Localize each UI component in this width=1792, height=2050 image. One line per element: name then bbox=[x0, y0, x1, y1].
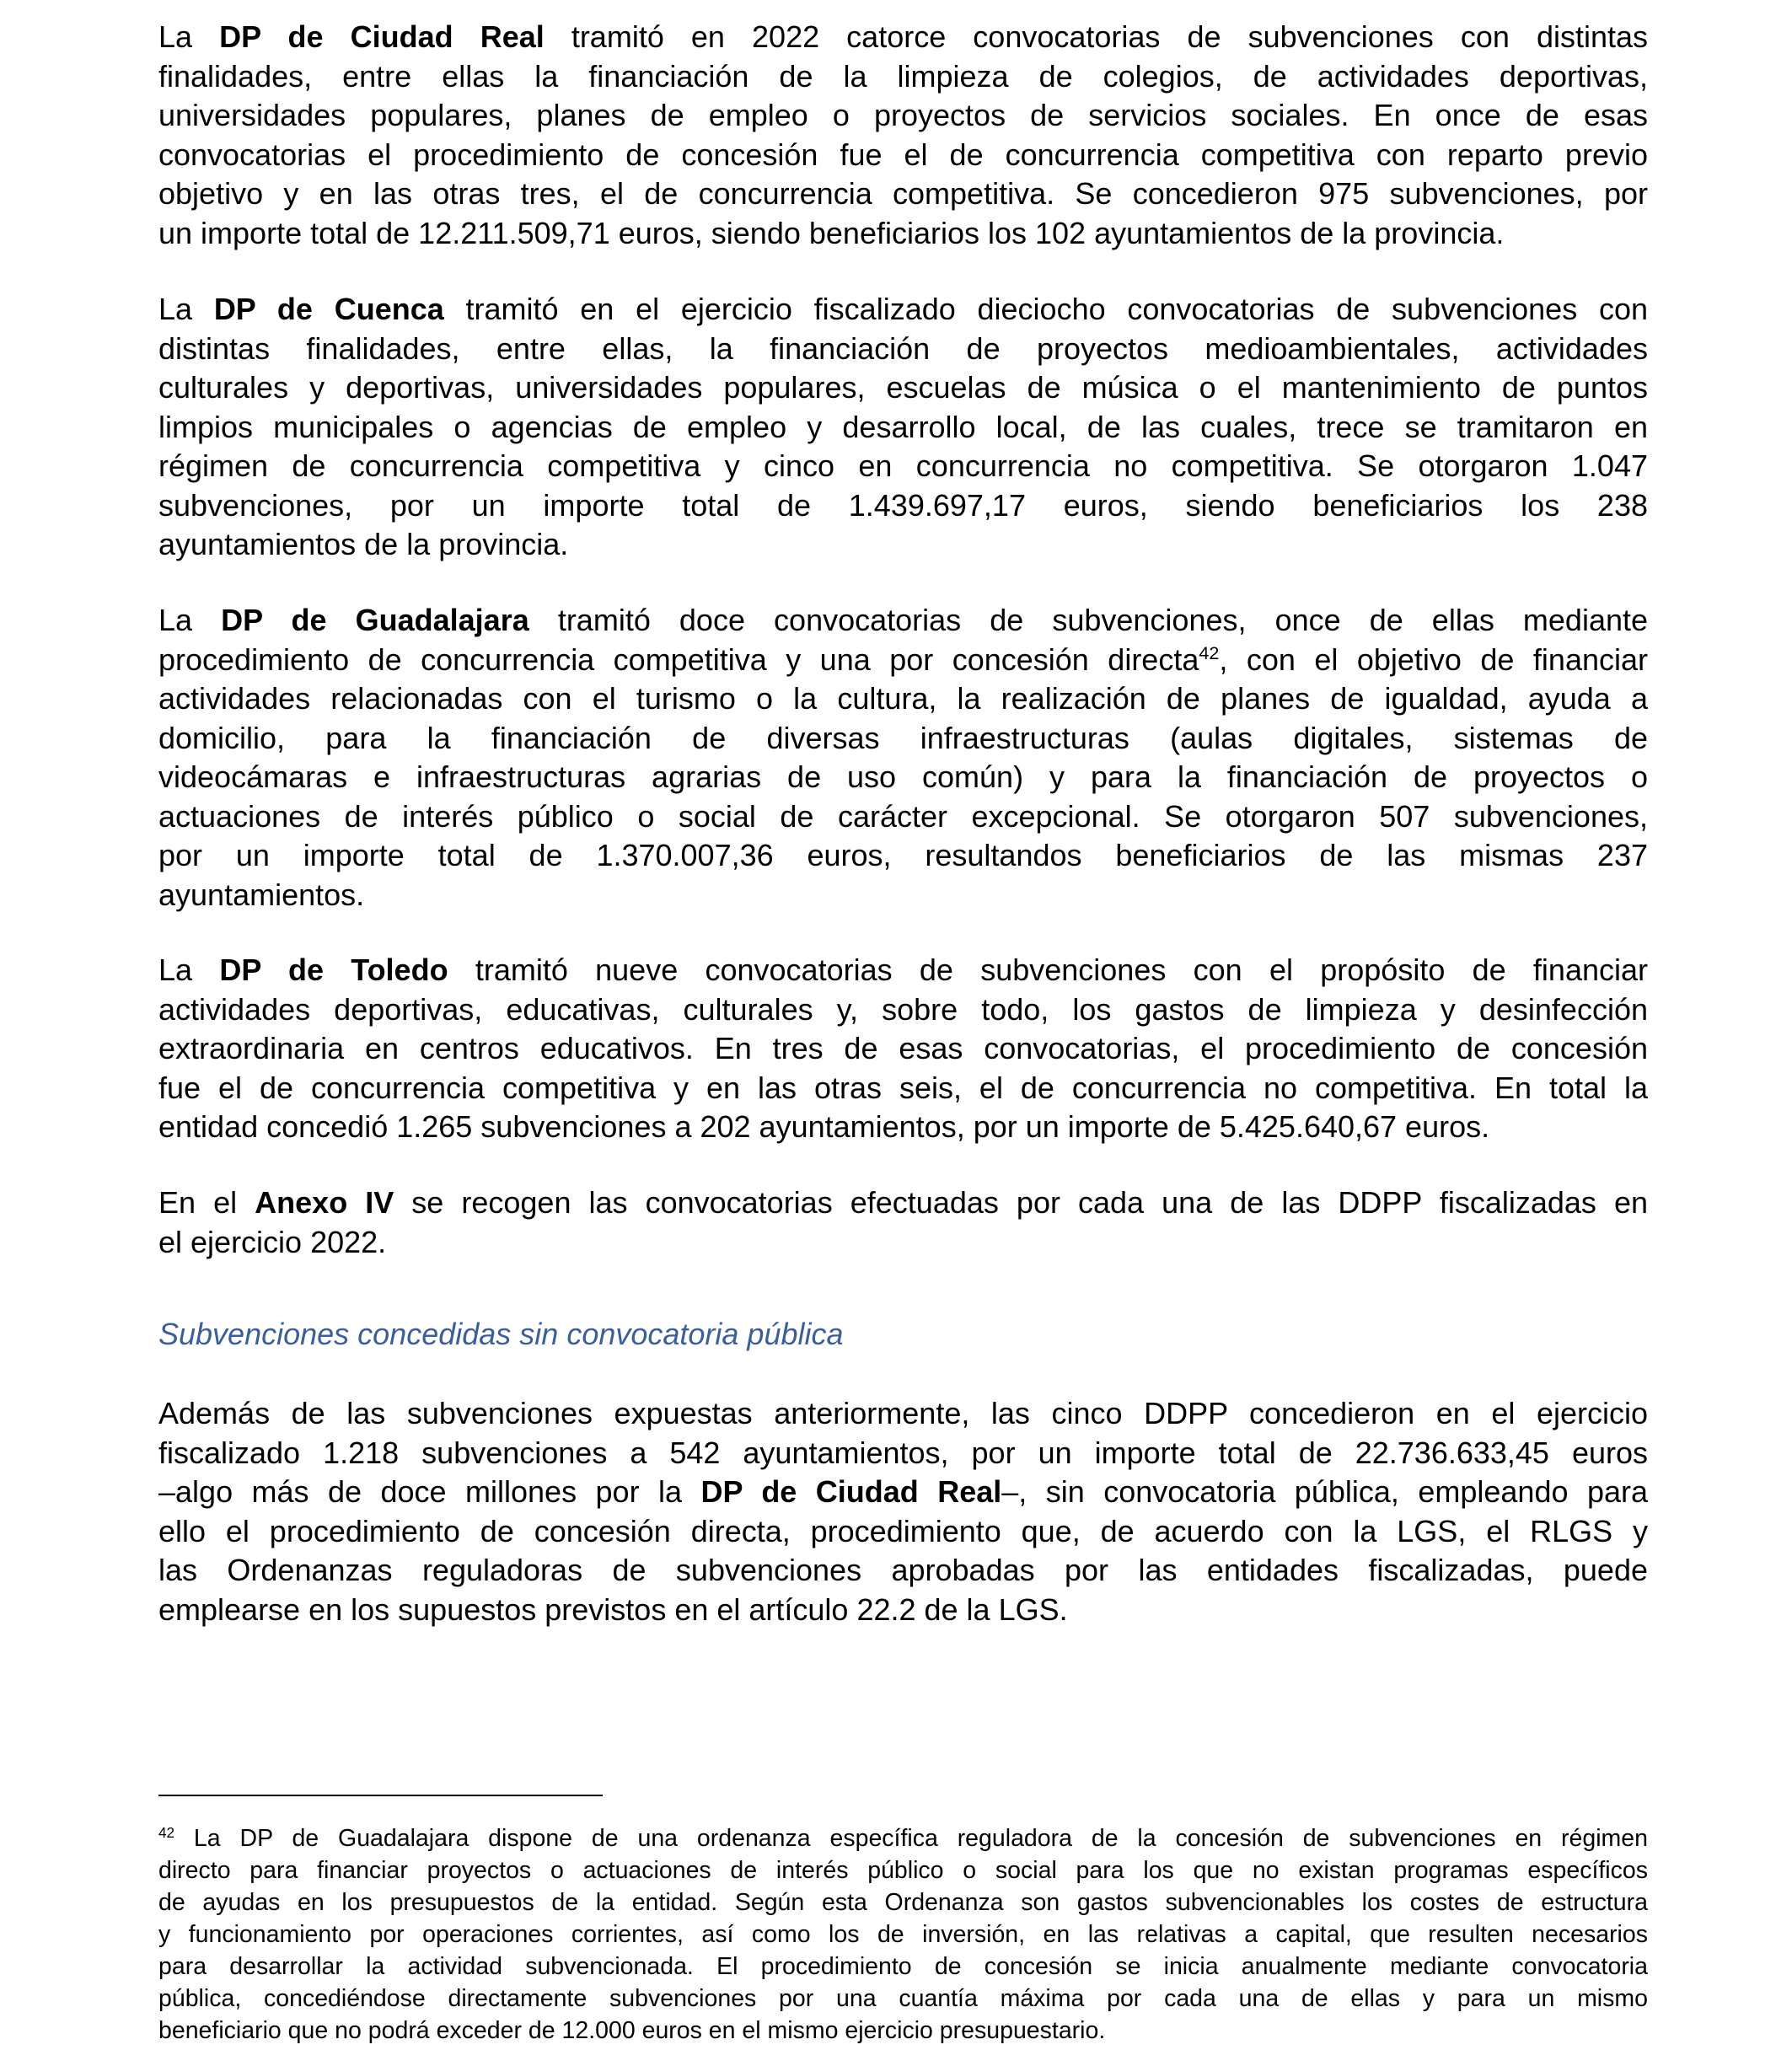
text-run: un importe total de 12.211.509,71 euros, siendo beneficiarios los 102 ayuntamientos de la provincia. bbox=[158, 215, 1505, 250]
text-line bbox=[158, 174, 1648, 214]
text-line bbox=[158, 1591, 1648, 1630]
text-run: convocatorias el procedimiento de concesión fue el de concurrencia competitiva con reparto previo bbox=[158, 137, 1648, 172]
text-run: de ayudas en los presupuestos de la entidad. Según esta Ordenanza son gastos subvencionables los costes de estructura bbox=[158, 1889, 1648, 1916]
text-line bbox=[158, 1223, 1648, 1263]
footnote-reference: 42 bbox=[158, 1824, 175, 1841]
text-run: emplearse en los supuestos previstos en el artículo 22.2 de la LGS. bbox=[158, 1591, 1068, 1627]
footnote-reference: 42 bbox=[1199, 641, 1220, 663]
text-line bbox=[158, 1473, 1648, 1512]
text-run: La bbox=[158, 292, 214, 326]
text-line bbox=[158, 330, 1648, 369]
text-run: objetivo y en las otras tres, el de concurrencia competitiva. Se concedieron 975 subvenciones, por bbox=[158, 176, 1648, 211]
text-run: fiscalizado 1.218 subvenciones a 542 ayuntamientos, por un importe total de 22.736.633,45 euros bbox=[158, 1435, 1648, 1470]
text-run: –, sin convocatoria pública, empleando para bbox=[1001, 1474, 1648, 1509]
text-line bbox=[158, 18, 1648, 57]
text-run: La DP de Guadalajara dispone de una ordenanza específica reguladora de la concesión de subvenciones en régimen bbox=[174, 1825, 1648, 1852]
paragraph-anexo-iv bbox=[158, 1183, 1648, 1262]
text-run: y funcionamiento por operaciones corrientes, así como los de inversión, en las relativas a capital, que resulten necesarios bbox=[158, 1921, 1648, 1948]
text-line bbox=[158, 1854, 1648, 1886]
text-line bbox=[158, 1919, 1648, 1951]
text-line bbox=[158, 1069, 1648, 1108]
text-line bbox=[158, 1886, 1648, 1919]
text-run: En el bbox=[158, 1185, 255, 1220]
text-line bbox=[158, 836, 1648, 876]
text-run: entidad concedió 1.265 subvenciones a 202 ayuntamientos, por un importe de 5.425.640,67 euros. bbox=[158, 1109, 1490, 1144]
footnote-separator bbox=[158, 1795, 603, 1796]
bold-entity: DP de Ciudad Real bbox=[219, 19, 545, 54]
text-run: procedimiento de concurrencia competitiva y una por concesión directa bbox=[158, 641, 1199, 677]
text-line bbox=[158, 2015, 1648, 2047]
text-line bbox=[158, 96, 1648, 136]
text-line bbox=[158, 1029, 1648, 1069]
text-line bbox=[158, 486, 1648, 526]
text-run: ayuntamientos. bbox=[158, 877, 365, 912]
text-line bbox=[158, 1951, 1648, 1983]
text-run: videocámaras e infraestructuras agrarias de uso común) y para la financiación de proyectos o bbox=[158, 759, 1648, 794]
text-run: –algo más de doce millones por la bbox=[158, 1474, 701, 1509]
text-run: La bbox=[158, 19, 220, 54]
text-line bbox=[158, 990, 1648, 1030]
text-line bbox=[158, 719, 1648, 759]
text-run: culturales y deportivas, universidades populares, escuelas de música o el mantenimiento de puntos bbox=[158, 370, 1648, 405]
text-run: actividades relacionadas con el turismo o la cultura, la realización de planes de igualdad, ayuda a bbox=[158, 681, 1648, 716]
text-line bbox=[158, 290, 1648, 330]
text-run: extraordinaria en centros educativos. En tres de esas convocatorias, el procedimiento de concesión bbox=[158, 1031, 1648, 1065]
text-run: se recogen las convocatorias efectuadas por cada una de las DDPP fiscalizadas en bbox=[394, 1185, 1648, 1220]
text-run: ello el procedimiento de concesión directa, procedimiento que, de acuerdo con la LGS, el RLGS y bbox=[158, 1513, 1648, 1548]
text-run: actividades deportivas, educativas, culturales y, sobre todo, los gastos de limpieza y desinfección bbox=[158, 991, 1648, 1027]
text-run: tramitó en el ejercicio fiscalizado dieciocho convocatorias de subvenciones con bbox=[443, 292, 1649, 326]
text-run: beneficiario que no podrá exceder de 12.000 euros en el mismo ejercicio presupuestario. bbox=[158, 2017, 1106, 2044]
text-run: para desarrollar la actividad subvencionada. El procedimiento de concesión se inicia anualmente mediante convocatoria bbox=[158, 1953, 1648, 1980]
text-line bbox=[158, 57, 1648, 97]
text-run: directo para financiar proyectos o actuaciones de interés público o social para los que no existan programas específicos bbox=[158, 1857, 1648, 1884]
text-run: por un importe total de 1.370.007,36 euros, resultandos beneficiarios de las mismas 237 bbox=[158, 838, 1648, 872]
text-line bbox=[158, 1822, 1648, 1854]
text-line bbox=[158, 1551, 1648, 1591]
bold-entity: DP de Ciudad Real bbox=[700, 1474, 1002, 1509]
text-line bbox=[158, 408, 1648, 448]
text-line bbox=[158, 1512, 1648, 1552]
text-line bbox=[158, 1394, 1648, 1434]
text-run: , con el objetivo de financiar bbox=[1219, 641, 1648, 677]
text-run: finalidades, entre ellas la financiación de la limpieza de colegios, de actividades deportivas, bbox=[158, 58, 1648, 94]
text-run: pública, concediéndose directamente subvenciones por una cuantía máxima por cada una de ellas y para un mismo bbox=[158, 1985, 1648, 2012]
bold-entity: Anexo IV bbox=[255, 1185, 394, 1220]
text-run: distintas finalidades, entre ellas, la financiación de proyectos medioambientales, actividades bbox=[158, 330, 1648, 366]
bold-entity: DP de Cuenca bbox=[213, 292, 444, 326]
text-line bbox=[158, 1983, 1648, 2015]
bold-entity: DP de Toledo bbox=[219, 953, 448, 987]
text-run: La bbox=[158, 603, 222, 637]
text-line bbox=[158, 136, 1648, 175]
text-run: régimen de concurrencia competitiva y cinco en concurrencia no competitiva. Se otorgaron 1.047 bbox=[158, 448, 1648, 483]
text-run: actuaciones de interés público o social de carácter excepcional. Se otorgaron 507 subvenciones, bbox=[158, 798, 1648, 834]
footnote-42 bbox=[158, 1822, 1648, 2047]
text-run: Además de las subvenciones expuestas anteriormente, las cinco DDPP concedieron en el ejercicio bbox=[158, 1396, 1648, 1430]
text-run: tramitó doce convocatorias de subvenciones, once de ellas mediante bbox=[528, 603, 1649, 637]
text-run: tramitó nueve convocatorias de subvenciones con el propósito de financiar bbox=[448, 953, 1648, 987]
section-heading: Subvenciones concedidas sin convocatoria pública bbox=[158, 1317, 844, 1351]
text-run: domicilio, para la financiación de diversas infraestructuras (aulas digitales, sistemas de bbox=[158, 720, 1648, 755]
text-run: subvenciones, por un importe total de 1.439.697,17 euros, siendo beneficiarios los 238 bbox=[158, 487, 1648, 523]
paragraph-sin-convocatoria bbox=[158, 1394, 1648, 1629]
text-line bbox=[158, 951, 1648, 990]
text-run: las Ordenanzas reguladoras de subvenciones aprobadas por las entidades fiscalizadas, puede bbox=[158, 1553, 1648, 1587]
text-run: fue el de concurrencia competitiva y en las otras seis, el de concurrencia no competitiva. En total la bbox=[158, 1070, 1648, 1105]
text-line bbox=[158, 679, 1648, 719]
text-line bbox=[158, 447, 1648, 486]
text-line bbox=[158, 797, 1648, 837]
text-run: universidades populares, planes de empleo o proyectos de servicios sociales. En once de esas bbox=[158, 98, 1648, 132]
text-run: limpios municipales o agencias de empleo y desarrollo local, de las cuales, trece se tramitaron en bbox=[158, 409, 1648, 444]
paragraph-dp-ciudad-real bbox=[158, 18, 1648, 253]
paragraph-dp-toledo bbox=[158, 951, 1648, 1147]
text-run: La bbox=[158, 953, 220, 987]
text-line bbox=[158, 601, 1648, 641]
text-line bbox=[158, 758, 1648, 797]
text-line bbox=[158, 525, 1648, 565]
paragraph-dp-guadalajara bbox=[158, 601, 1648, 915]
text-line bbox=[158, 876, 1648, 915]
text-line bbox=[158, 368, 1648, 408]
text-line bbox=[158, 1183, 1648, 1223]
paragraph-dp-cuenca bbox=[158, 290, 1648, 565]
text-line bbox=[158, 641, 1648, 680]
text-line bbox=[158, 214, 1648, 254]
text-run: el ejercicio 2022. bbox=[158, 1224, 387, 1259]
bold-entity: DP de Guadalajara bbox=[221, 603, 529, 637]
text-run: ayuntamientos de la provincia. bbox=[158, 527, 569, 561]
text-line bbox=[158, 1108, 1648, 1147]
text-line bbox=[158, 1434, 1648, 1473]
text-run: tramitó en 2022 catorce convocatorias de subvenciones con distintas bbox=[544, 19, 1649, 54]
